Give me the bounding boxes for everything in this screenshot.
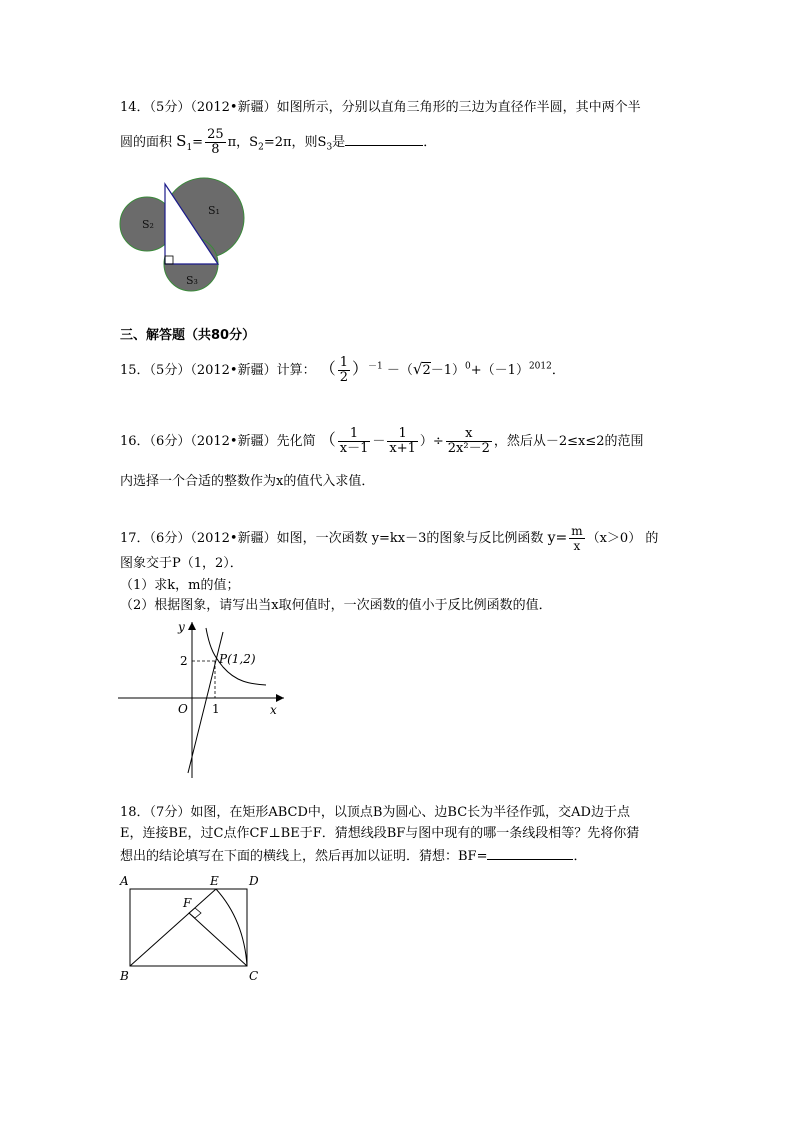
q18-answer-blank[interactable] (487, 848, 573, 860)
point-p-label: P(1,2) (219, 652, 256, 666)
q16-line2: 内选择一个合适的整数作为x的值代入求值． (120, 474, 375, 489)
label-d: D (249, 874, 259, 888)
q15-prefix: 15．（5分）（2012•新疆）计算： (120, 363, 316, 378)
label-f: F (183, 896, 192, 910)
x-axis-label: x (270, 703, 277, 717)
y-axis-arrow (188, 622, 196, 630)
q14-fraction: $\frac{25}{8}$ (207, 127, 224, 157)
q16-line1: 16．（6分）（2012•新疆）先化简 （ $\frac{1}{x-1}$ － $\frac{1}{x+1}$ ）÷ $\frac{x}{\text{2x²－2}}$ ，然后从－2≤x≤2的范围 (120, 426, 644, 456)
q15-sqrt: 2 (422, 363, 431, 378)
q14-answer-blank[interactable] (345, 134, 423, 146)
q17-sub1: （1）求k，m的值； (120, 578, 240, 593)
q14-semicircle-figure (118, 166, 248, 298)
q16-fraction3: $\frac{x}{\text{2x²－2}}$ (447, 426, 490, 456)
q18-line3-text: 想出的结论填写在下面的横线上，然后再加以证明．猜想：BF= (120, 849, 488, 864)
q14-line2: 圆的面积 $S_1=$ $\frac{25}{8}$ π，$S_2=2\pi$，则$S_3$是 ． (120, 127, 437, 157)
q16-fraction1: $\frac{1}{x-1}$ (339, 426, 369, 456)
label-s2: S₂ (142, 218, 154, 231)
q14-tail: 是 (332, 135, 346, 150)
q14-pi: π，S (227, 135, 259, 150)
q16-prefix: 16．（6分）（2012•新疆）先化简 (120, 434, 316, 449)
q15-line: 15．（5分）（2012•新疆）计算： （ $\frac{1}{2}$ ）$^{-1} -(√2-1)^0+(-1)^{2012}$． (120, 355, 565, 385)
q14-eq: = (192, 135, 204, 150)
label-b: B (120, 969, 129, 983)
x-axis-arrow (276, 694, 284, 702)
q18-line2: E，连接BE，过C点作CF⊥BE于F．猜想线段BF与图中现有的哪一条线段相等？先将你猜 (120, 826, 640, 841)
label-a: A (120, 874, 129, 888)
segment-cf (189, 913, 247, 966)
q15-fraction: $\frac{1}{2}$ (339, 355, 349, 385)
q17-function-fraction: $\frac{m}{x}$ (571, 524, 583, 553)
y-axis-label: y (178, 620, 185, 634)
origin-label: O (178, 702, 188, 716)
q14-s2-eq: =2π，则S (263, 135, 327, 150)
q17-line2: 图象交于P（1，2）． (120, 556, 243, 571)
q14-line2-text: 圆的面积 (120, 135, 173, 150)
label-s3: S₃ (186, 274, 198, 287)
arc-ce (216, 889, 247, 966)
q17-sub2: （2）根据图象，请写出当x取何值时，一次函数的值小于反比例函数的值． (120, 598, 552, 613)
q17-text: 17．（6分）（2012•新疆）如图，一次函数 y=kx－3的图象与反比例函数 (120, 531, 544, 546)
label-s1: S₁ (208, 204, 220, 217)
label-e: E (210, 874, 219, 888)
section-heading: 三、解答题（共80分） (120, 328, 256, 343)
q17-function-graph (118, 618, 293, 780)
q18-line3: 想出的结论填写在下面的横线上，然后再加以证明．猜想：BF= ． (120, 849, 587, 864)
q18-line1: 18．（7分）如图，在矩形ABCD中，以顶点B为圆心、边BC长为半径作弧，交AD边于点 (120, 805, 630, 820)
segment-be (130, 889, 216, 966)
tick-label-x: 1 (212, 702, 220, 716)
q18-rectangle-figure (116, 872, 266, 984)
q16-fraction2: $\frac{1}{x+1}$ (389, 426, 416, 456)
q17-line1: 17．（6分）（2012•新疆）如图，一次函数 y=kx－3的图象与反比例函数 y= $\frac{m}{x}$ （x＞0） 的 (120, 524, 659, 553)
q14-s1-symbol: $S_1$ (176, 132, 193, 153)
q14-line1: 14．（5分）（2012•新疆）如图所示，分别以直角三角形的三边为直径作半圆，其中两个半 (120, 100, 641, 115)
label-c: C (249, 969, 259, 983)
tick-label-y: 2 (180, 654, 188, 668)
